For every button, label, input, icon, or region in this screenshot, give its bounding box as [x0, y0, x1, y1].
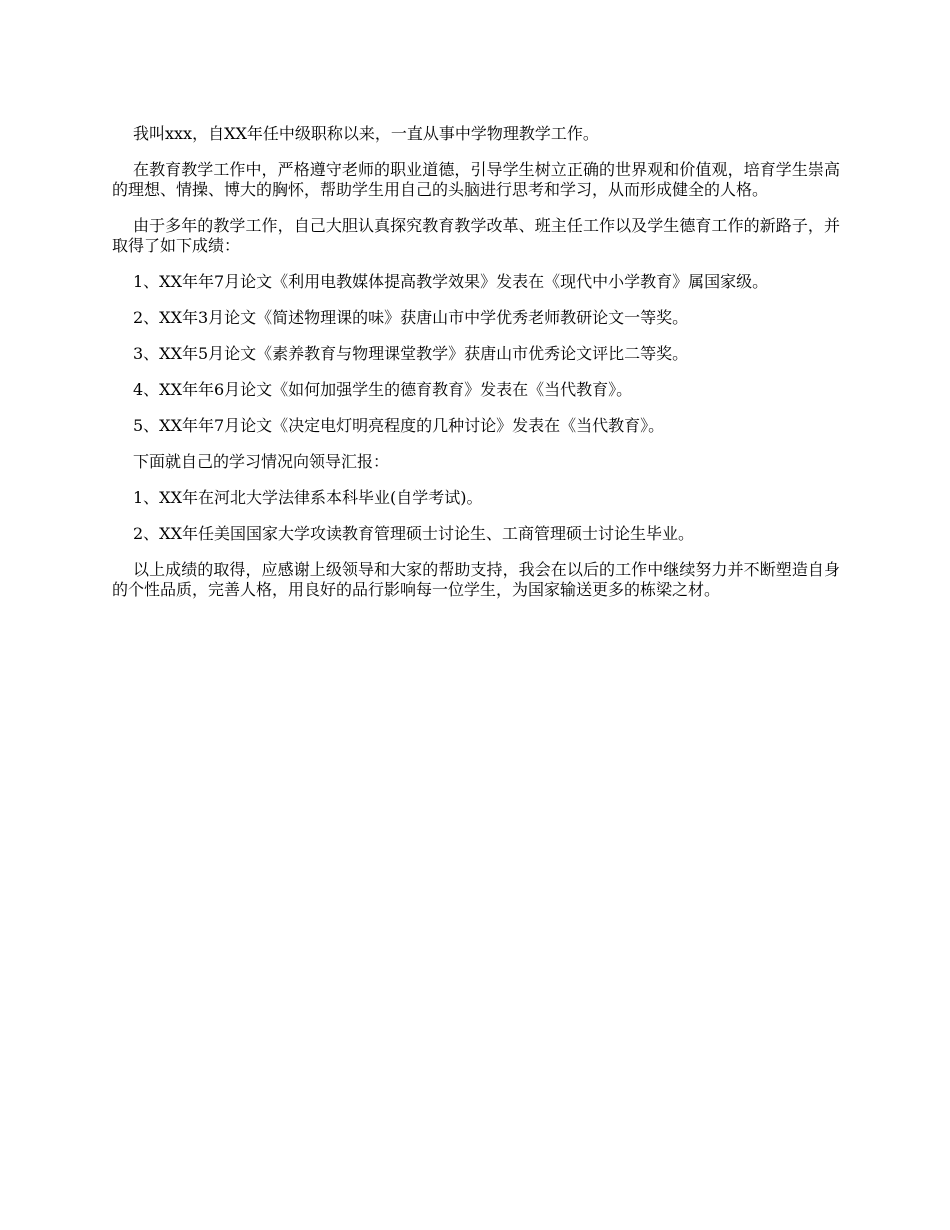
closing-paragraph: 以上成绩的取得，应感谢上级领导和大家的帮助支持，我会在以后的工作中继续努力并不断塑造自身的个性品质，完善人格，用良好的品行影响每一位学生，为国家输送更多的栋梁之材。	[112, 560, 840, 599]
ethics-paragraph: 在教育教学工作中，严格遵守老师的职业道德，引导学生树立正确的世界观和价值观，培育学生崇高的理想、情操、博大的胸怀，帮助学生用自己的头脑进行思考和学习，从而形成健全的人格。	[112, 160, 840, 199]
study-intro-paragraph: 下面就自己的学习情况向领导汇报：	[133, 452, 390, 471]
study-item-1: 1、XX年在河北大学法律系本科毕业(自学考试)。	[133, 488, 483, 507]
achievement-item-3: 3、XX年5月论文《素养教育与物理课堂教学》获唐山市优秀论文评比二等奖。	[133, 344, 689, 363]
achievement-item-4: 4、XX年年6月论文《如何加强学生的德育教育》发表在《当代教育》。	[133, 380, 633, 399]
achievement-item-2: 2、XX年3月论文《简述物理课的味》获唐山市中学优秀老师教研论文一等奖。	[133, 308, 689, 327]
study-item-2: 2、XX年任美国国家大学攻读教育管理硕士讨论生、工商管理硕士讨论生毕业。	[133, 524, 694, 543]
achievement-item-1: 1、XX年年7月论文《利用电教媒体提高教学效果》发表在《现代中小学教育》属国家级。	[133, 272, 769, 291]
intro-paragraph: 我叫xxx，自XX年任中级职称以来，一直从事中学物理教学工作。	[133, 124, 599, 143]
document-body	[112, 124, 840, 616]
achievements-intro-paragraph: 由于多年的教学工作，自己大胆认真探究教育教学改革、班主任工作以及学生德育工作的新路子，并取得了如下成绩：	[112, 216, 840, 255]
achievement-item-5: 5、XX年年7月论文《决定电灯明亮程度的几种讨论》发表在《当代教育》。	[133, 416, 665, 435]
